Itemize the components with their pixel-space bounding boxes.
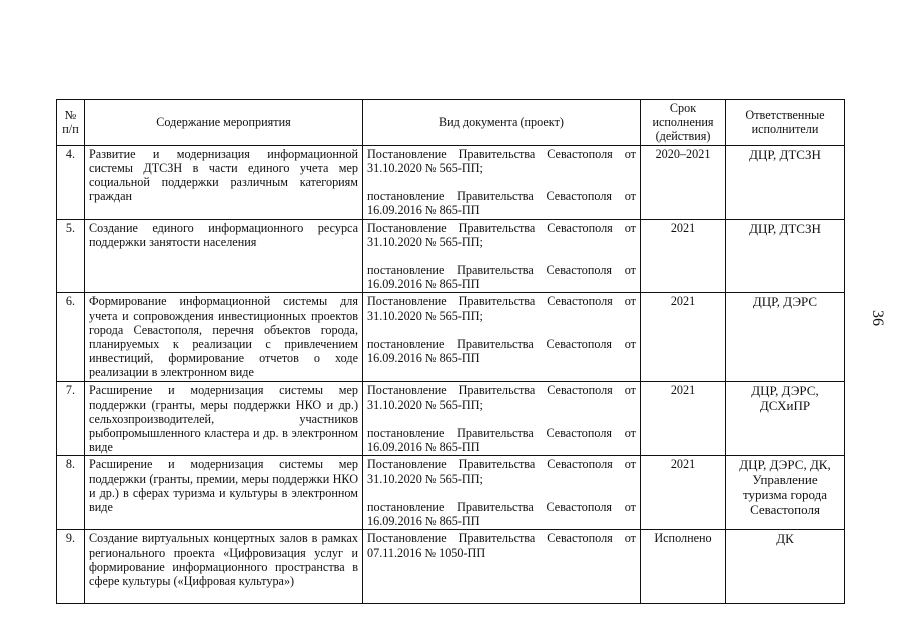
- row-responsible: ДЦР, ДЭРС: [726, 293, 845, 382]
- row-responsible: ДЦР, ДЭРС, ДК, Управление туризма города Севастополя: [726, 456, 845, 530]
- row-number: 4.: [57, 145, 85, 219]
- row-deadline: 2021: [641, 293, 726, 382]
- table-row: [57, 145, 845, 219]
- table-row: [57, 456, 845, 530]
- row-doc-primary: Постановление Правительства Севастополя от 31.10.2020 № 565-ПП;: [367, 294, 636, 323]
- row-doc-type: [363, 145, 641, 219]
- row-deadline: Исполнено: [641, 530, 726, 604]
- row-doc-gap: [367, 249, 636, 263]
- row-content: Создание единого информационного ресурса поддержки занятости населения: [85, 219, 363, 293]
- header-doc-type: Вид документа (проект): [363, 100, 641, 146]
- row-deadline: 2020–2021: [641, 145, 726, 219]
- table-header-row: [57, 100, 845, 146]
- row-number: 8.: [57, 456, 85, 530]
- row-doc-primary: Постановление Правительства Севастополя от 31.10.2020 № 565-ПП;: [367, 383, 636, 412]
- row-doc-secondary: постановление Правительства Севастополя от 16.09.2016 № 865-ПП: [367, 425, 636, 455]
- row-doc-gap: [367, 175, 636, 189]
- row-responsible: ДЦР, ДТСЗН: [726, 145, 845, 219]
- row-number: 7.: [57, 382, 85, 456]
- table-row: [57, 382, 845, 456]
- row-doc-type: [363, 293, 641, 382]
- row-number: 9.: [57, 530, 85, 604]
- row-deadline: 2021: [641, 456, 726, 530]
- row-content: Создание виртуальных концертных залов в рамках регионального проекта «Цифровизация услуг и формирование информационного пространства в сфере культуры («Цифровая культура»): [85, 530, 363, 604]
- row-content: Расширение и модернизация системы мер поддержки (гранты, премии, меры поддержки НКО и др.) в сферах туризма и культуры в электронном виде: [85, 456, 363, 530]
- row-doc-primary: Постановление Правительства Севастополя от 07.11.2016 № 1050-ПП: [367, 531, 636, 560]
- row-responsible: ДЦР, ДЭРС, ДСХиПР: [726, 382, 845, 456]
- row-number: 5.: [57, 219, 85, 293]
- row-content: Формирование информационной системы для учета и сопровождения инвестиционных проектов города Севастополя, перечня объектов города, планируемых к реализации с привлечением инвестиций, формирование отчетов о ходе реализации в электронном виде: [85, 293, 363, 382]
- table-row: [57, 293, 845, 382]
- row-deadline: 2021: [641, 382, 726, 456]
- row-doc-type: [363, 382, 641, 456]
- row-doc-type: [363, 456, 641, 530]
- row-doc-gap: [367, 412, 636, 426]
- header-deadline: Срок исполнения (действия): [641, 100, 726, 146]
- row-content: Развитие и модернизация информационной системы ДТСЗН в части единого учета мер социальной поддержки различным категориям граждан: [85, 145, 363, 219]
- table-row: [57, 219, 845, 293]
- page-number: 36: [869, 310, 886, 326]
- row-doc-primary: Постановление Правительства Севастополя от 31.10.2020 № 565-ПП;: [367, 457, 636, 486]
- measures-table: [56, 99, 845, 604]
- row-content: Расширение и модернизация системы мер поддержки (гранты, меры поддержки НКО и др.) сельхозпроизводителей, участников рыбопромышленного кластера и др. в электронном виде: [85, 382, 363, 456]
- row-doc-secondary: постановление Правительства Севастополя от 16.09.2016 № 865-ПП: [367, 189, 636, 218]
- row-doc-secondary: постановление Правительства Севастополя от 16.09.2016 № 865-ПП: [367, 336, 636, 366]
- row-doc-type: [363, 530, 641, 604]
- header-num: № п/п: [57, 100, 85, 146]
- row-doc-primary: Постановление Правительства Севастополя от 31.10.2020 № 565-ПП;: [367, 146, 636, 175]
- row-deadline: 2021: [641, 219, 726, 293]
- header-responsible: Ответственные исполнители: [726, 100, 845, 146]
- row-doc-gap: [367, 323, 636, 337]
- row-doc-secondary: постановление Правительства Севастополя от 16.09.2016 № 865-ПП: [367, 263, 636, 292]
- row-responsible: ДК: [726, 530, 845, 604]
- row-doc-secondary: постановление Правительства Севастополя от 16.09.2016 № 865-ПП: [367, 499, 636, 529]
- row-doc-gap: [367, 486, 636, 500]
- row-doc-type: [363, 219, 641, 293]
- table-row: [57, 530, 845, 604]
- row-number: 6.: [57, 293, 85, 382]
- header-content: Содержание мероприятия: [85, 100, 363, 146]
- row-responsible: ДЦР, ДТСЗН: [726, 219, 845, 293]
- row-doc-primary: Постановление Правительства Севастополя от 31.10.2020 № 565-ПП;: [367, 220, 636, 249]
